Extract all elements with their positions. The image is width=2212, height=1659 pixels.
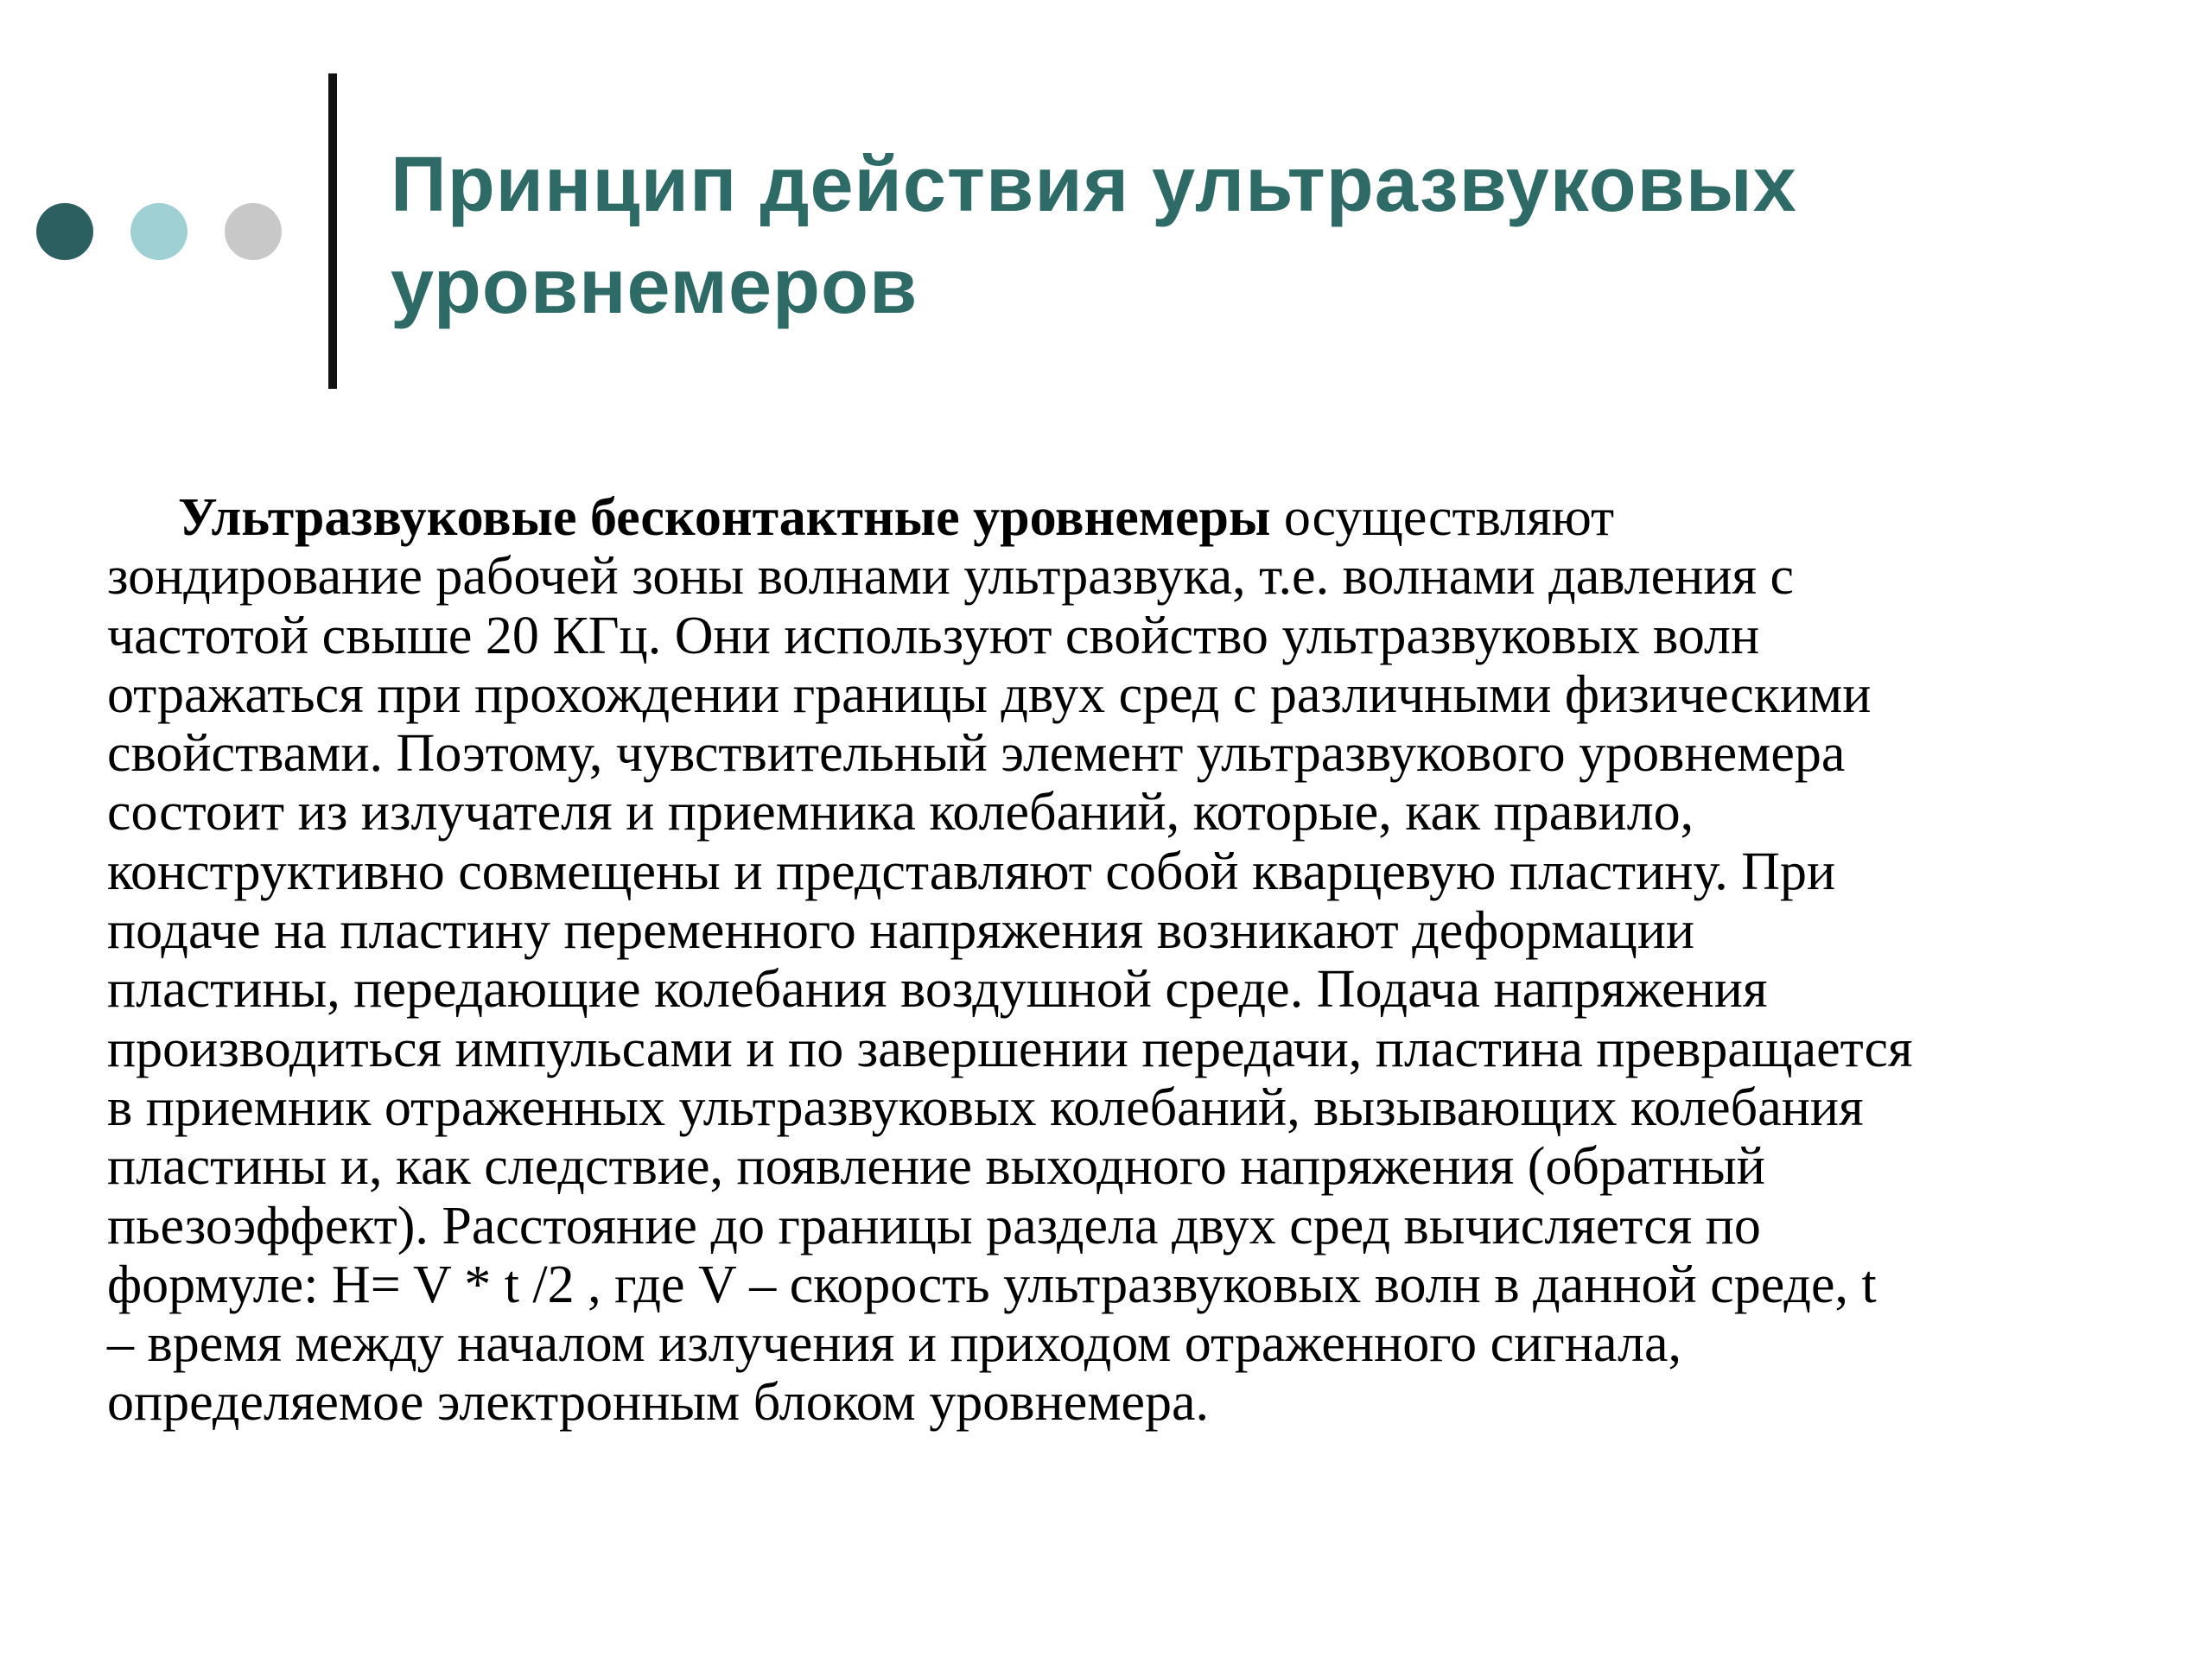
decorative-dot-gray xyxy=(225,203,282,260)
slide-title: Принцип действия ультразвуковых уровнемеров xyxy=(391,142,1797,330)
slide-body xyxy=(107,488,2198,1433)
decorative-dot-dark xyxy=(36,203,93,260)
body-lead-bold: Ультразвуковые бесконтактные уровнемеры xyxy=(178,488,1271,547)
body-paragraph: осуществляют зондирование рабочей зоны волнами ультразвука, т.е. волнами давления с частотой свыше 20 КГц. Они используют свойство ультразвуковых волн отражаться при прохождении границы двух сред с различными физическими свойствами. Поэтому, чувствительный элемент ультразвукового уровнемера состоит из излучателя и приемника колебаний, которые, как правило, конструктивно совмещены и представляют собой кварцевую пластину. При подаче на пластину переменного напряжения возникают деформации пластины, передающие колебания воздушной среде. Подача напряжения производиться импульсами и по завершении передачи, пластина превращается в приемник отраженных ультразвуковых колебаний, вызывающих колебания пластины и, как следствие, появление выходного напряжения (обратный пьезоэффект). Расстояние до границы раздела двух сред вычисляется по формуле: H= V * t /2 , где V – скорость ультразвуковых волн в данной среде, t – время между началом излучения и приходом отраженного сигнала, определяемое электронным блоком уровнемера. xyxy=(107,488,1913,1433)
decorative-dot-light xyxy=(130,203,188,260)
title-divider xyxy=(328,73,337,389)
